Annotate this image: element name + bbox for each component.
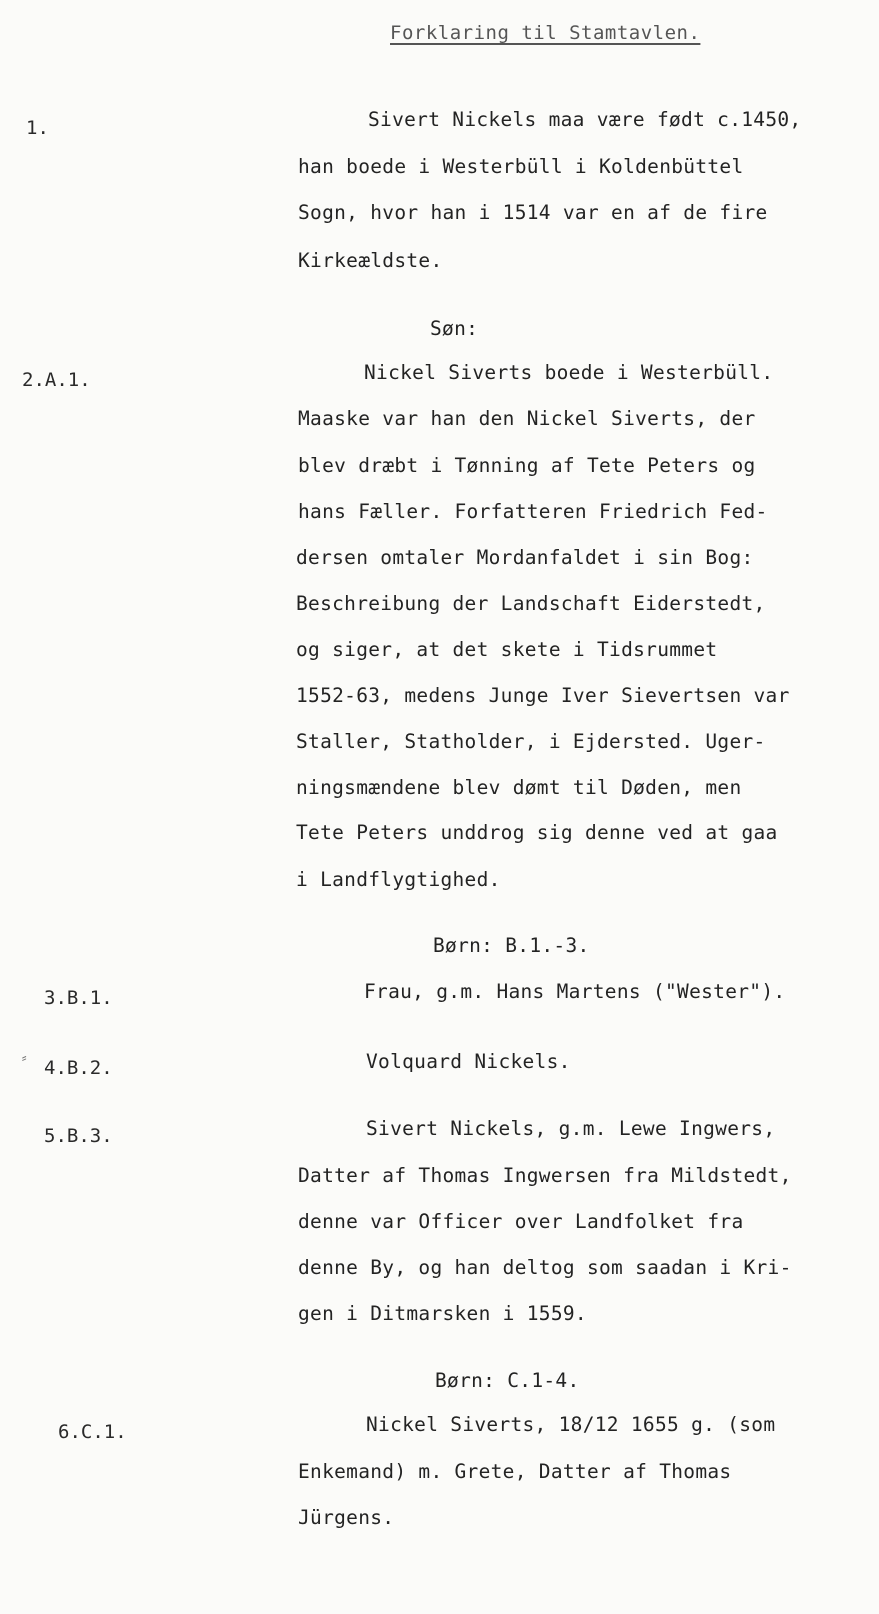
entry-line: Sivert Nickels, g.m. Lewe Ingwers, bbox=[366, 1117, 776, 1140]
entry-line: Staller, Statholder, i Ejdersted. Uger- bbox=[296, 730, 766, 753]
ink-mark: ⸗ bbox=[20, 1050, 29, 1066]
entry-line: hans Fæller. Forfatteren Friedrich Fed- bbox=[298, 500, 768, 523]
entry-line: Beschreibung der Landschaft Eiderstedt, bbox=[296, 592, 766, 615]
entry-number: 5.B.3. bbox=[44, 1125, 113, 1147]
entry-line: Tete Peters unddrog sig denne ved at gaa bbox=[296, 821, 778, 844]
entry-line: Nickel Siverts boede i Westerbüll. bbox=[364, 361, 774, 384]
entry-line: i Landflygtighed. bbox=[296, 868, 501, 891]
entry-number: 4.B.2. bbox=[44, 1057, 113, 1079]
entry-number: 2.A.1. bbox=[22, 369, 91, 391]
entry-line: denne var Officer over Landfolket fra bbox=[298, 1210, 744, 1233]
entry-line: og siger, at det skete i Tidsrummet bbox=[296, 638, 718, 661]
section-heading: Søn: bbox=[430, 317, 479, 340]
entry-line: blev dræbt i Tønning af Tete Peters og bbox=[298, 454, 756, 477]
entry-number: 6.C.1. bbox=[58, 1421, 127, 1443]
entry-line: Maaske var han den Nickel Siverts, der bbox=[298, 407, 756, 430]
entry-line: denne By, og han deltog som saadan i Kri- bbox=[298, 1256, 792, 1279]
page-title: Forklaring til Stamtavlen. bbox=[390, 22, 701, 44]
entry-line: Sivert Nickels maa være født c.1450, bbox=[368, 108, 802, 131]
entry-number: 3.B.1. bbox=[44, 987, 113, 1009]
entry-line: Frau, g.m. Hans Martens ("Wester"). bbox=[364, 980, 786, 1003]
entry-line: Kirkeældste. bbox=[298, 249, 443, 272]
entry-line: dersen omtaler Mordanfaldet i sin Bog: bbox=[296, 546, 754, 569]
entry-line: han boede i Westerbüll i Koldenbüttel bbox=[298, 155, 744, 178]
entry-line: Datter af Thomas Ingwersen fra Mildstedt, bbox=[298, 1164, 792, 1187]
entry-line: Nickel Siverts, 18/12 1655 g. (som bbox=[366, 1413, 776, 1436]
entry-line: Enkemand) m. Grete, Datter af Thomas bbox=[298, 1460, 732, 1483]
entry-line: Sogn, hvor han i 1514 var en af de fire bbox=[298, 201, 768, 224]
entry-line: Volquard Nickels. bbox=[366, 1050, 571, 1073]
entry-number: 1. bbox=[26, 117, 49, 139]
entry-line: ningsmændene blev dømt til Døden, men bbox=[296, 776, 742, 799]
entry-line: gen i Ditmarsken i 1559. bbox=[298, 1302, 587, 1325]
section-heading: Børn: C.1-4. bbox=[435, 1369, 580, 1392]
entry-line: 1552-63, medens Junge Iver Sievertsen var bbox=[296, 684, 790, 707]
section-heading: Børn: B.1.-3. bbox=[433, 934, 590, 957]
entry-line: Jürgens. bbox=[298, 1506, 395, 1529]
